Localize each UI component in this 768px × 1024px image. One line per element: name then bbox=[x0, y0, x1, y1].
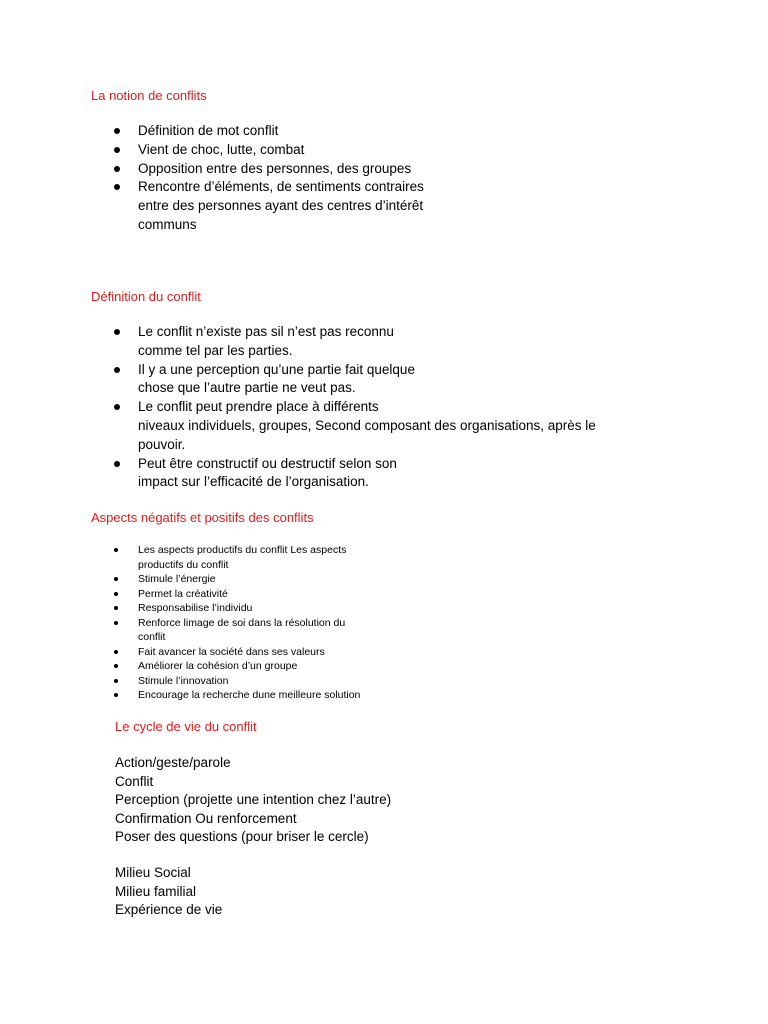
bullet-icon bbox=[114, 592, 118, 596]
list-item: Le conflit peut prendre place à différents niveaux individuels, groupes, Second composant des organisations, après le pouvoir. bbox=[91, 398, 711, 454]
bullet-icon bbox=[114, 147, 120, 153]
heading-notion-de-conflits: La notion de conflits bbox=[91, 88, 207, 103]
list-item: Il y a une perception qu’une partie fait quelque chose que l’autre partie ne veut pas. bbox=[91, 361, 711, 399]
list-item: Stimule l’énergie bbox=[90, 572, 490, 587]
bullet-icon bbox=[114, 329, 120, 335]
heading-aspects-negatifs-positifs: Aspects négatifs et positifs des conflits bbox=[91, 510, 314, 525]
list-item: Milieu familial bbox=[115, 883, 197, 899]
list-item: Définition de mot conflit bbox=[91, 122, 691, 141]
list-item: Perception (projette une intention chez l’autre) bbox=[115, 792, 392, 807]
list-aspects-productifs bbox=[90, 543, 490, 703]
bullet-icon bbox=[114, 166, 120, 172]
heading-cycle-de-vie: Le cycle de vie du conflit bbox=[115, 719, 257, 734]
list-item: Fait avancer la société dans ses valeurs bbox=[90, 645, 490, 660]
bullet-icon bbox=[114, 404, 120, 410]
bullet-icon bbox=[114, 693, 118, 697]
list-item: Améliorer la cohésion d’un groupe bbox=[90, 659, 490, 674]
bullet-icon bbox=[114, 606, 118, 610]
bullet-icon bbox=[114, 128, 120, 134]
list-item: Les aspects productifs du conflit Les aspects productifs du conflit bbox=[90, 543, 490, 572]
bullet-icon bbox=[114, 184, 120, 190]
list-item: Stimule l’innovation bbox=[90, 674, 490, 689]
bullet-icon bbox=[114, 664, 118, 668]
list-item: Permet la créativité bbox=[90, 587, 490, 602]
bullet-icon bbox=[114, 461, 120, 467]
list-item: Peut être constructif ou destructif selon son impact sur l’efficacité de l’organisation. bbox=[91, 455, 711, 493]
list-definition-du-conflit bbox=[91, 323, 711, 492]
list-item: Vient de choc, lutte, combat bbox=[91, 141, 691, 160]
list-item: Renforce limage de soi dans la résolution du conflit bbox=[90, 616, 490, 645]
list-item: Poser des questions (pour briser le cercle) bbox=[115, 829, 369, 844]
bullet-icon bbox=[114, 367, 120, 373]
bullet-icon bbox=[114, 650, 118, 654]
list-item: Conflit bbox=[115, 773, 154, 789]
list-item: Responsabilise l’individu bbox=[90, 601, 490, 616]
list-item: Le conflit n’existe pas sil n’est pas reconnu comme tel par les parties. bbox=[91, 323, 711, 361]
heading-definition-du-conflit: Définition du conflit bbox=[91, 289, 201, 304]
list-item: Action/geste/parole bbox=[115, 755, 231, 770]
list-notion-de-conflits bbox=[91, 122, 691, 235]
bullet-icon bbox=[114, 577, 118, 581]
list-item: Expérience de vie bbox=[115, 902, 223, 917]
list-item: Opposition entre des personnes, des groupes bbox=[91, 160, 691, 179]
list-milieux bbox=[115, 864, 222, 920]
bullet-icon bbox=[114, 548, 118, 552]
list-item: Encourage la recherche dune meilleure solution bbox=[90, 688, 490, 703]
list-cycle-de-vie bbox=[115, 754, 391, 847]
list-item: Confirmation Ou renforcement bbox=[115, 810, 297, 826]
list-item: Rencontre d’éléments, de sentiments contraires entre des personnes ayant des centres d’intérêt communs bbox=[91, 178, 691, 234]
bullet-icon bbox=[114, 679, 118, 683]
list-item: Milieu Social bbox=[115, 865, 191, 880]
bullet-icon bbox=[114, 621, 118, 625]
